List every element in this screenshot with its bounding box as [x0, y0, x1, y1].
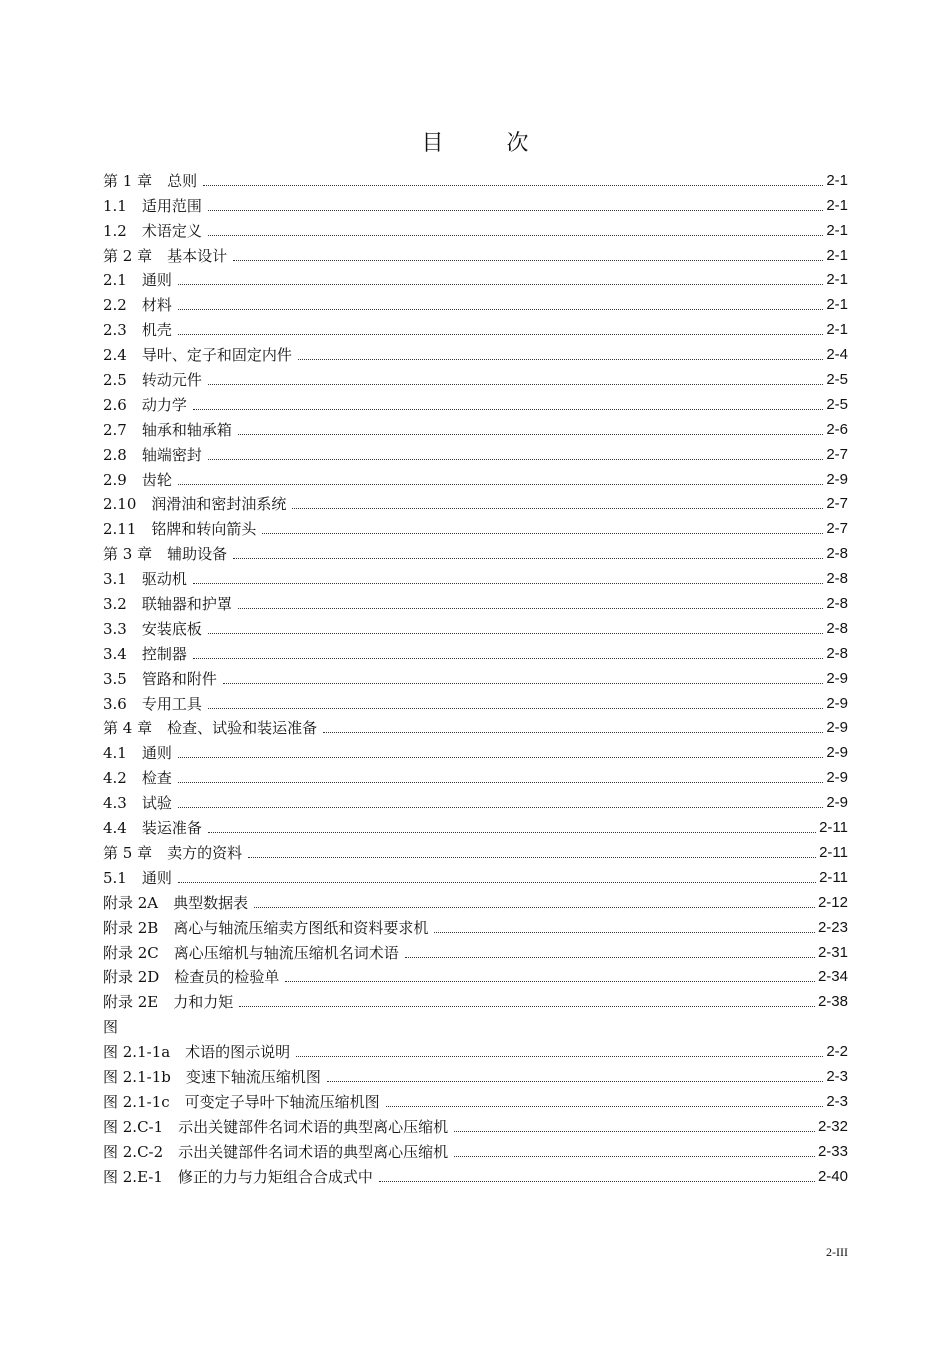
toc-entry-label: 2.8 轴端密封 [103, 445, 202, 464]
toc-entry-label: 图 2.C-1 示出关键部件名词术语的典型离心压缩机 [103, 1117, 449, 1136]
dot-leader [233, 259, 823, 261]
toc-entry-page: 2-40 [817, 1167, 848, 1185]
toc-entry-page: 2-9 [826, 769, 848, 787]
toc-entry-page: 2-5 [826, 395, 848, 413]
dot-leader [434, 931, 815, 933]
toc-entry-page: 2-1 [826, 321, 848, 339]
dot-leader [262, 532, 823, 534]
toc-entry[interactable] [103, 191, 848, 216]
toc-entry-label: 图 2.1-1c 可变定子导叶下轴流压缩机图 [103, 1092, 380, 1111]
toc-entry-page: 2-9 [826, 794, 848, 812]
toc-entry[interactable] [103, 564, 848, 589]
toc-entry-page: 2-8 [826, 644, 848, 662]
dot-leader [208, 831, 816, 833]
toc-entry-page: 2-8 [826, 595, 848, 613]
toc-entry-label: 附录 2A 典型数据表 [103, 893, 249, 912]
page-number-footer: 2-III [826, 1245, 848, 1259]
toc-entry-page: 2-9 [826, 669, 848, 687]
toc-entry-page: 2-3 [826, 1092, 848, 1110]
toc-entry-label: 2.10 润滑油和密封油系统 [103, 495, 287, 514]
toc-entry[interactable] [103, 216, 848, 241]
dot-leader [193, 582, 823, 584]
toc-entry[interactable] [103, 1037, 848, 1062]
toc-entry-page: 2-8 [826, 545, 848, 563]
dot-leader [386, 1105, 824, 1107]
dot-leader [208, 632, 823, 634]
toc-entry-label: 3.5 管路和附件 [103, 669, 217, 688]
toc-entry-label: 第 4 章 检查、试验和装运准备 [103, 719, 318, 738]
dot-leader [208, 209, 823, 211]
dot-leader [233, 557, 823, 559]
toc-entry-page: 2-33 [817, 1142, 848, 1160]
toc-entry-label: 5.1 通则 [103, 868, 172, 887]
toc-entry[interactable] [103, 1112, 848, 1137]
toc-entry-page: 2-11 [819, 843, 848, 861]
toc-entry[interactable] [103, 963, 848, 988]
toc-entry-page: 2-12 [817, 893, 848, 911]
dot-leader [239, 1005, 815, 1007]
dot-leader [178, 283, 823, 285]
toc-entry-label: 3.4 控制器 [103, 644, 187, 663]
toc-entry-page: 2-7 [826, 445, 848, 463]
toc-entry[interactable] [103, 440, 848, 465]
toc-entry-label: 2.6 动力学 [103, 395, 187, 414]
toc-entry-page: 2-1 [826, 196, 848, 214]
dot-leader [193, 657, 823, 659]
toc-entry-page: 2-1 [826, 171, 848, 189]
toc-entry[interactable] [103, 863, 848, 888]
toc-entry-page: 2-11 [819, 819, 848, 837]
dot-leader [193, 408, 823, 410]
toc-entry-label: 4.1 通则 [103, 744, 172, 763]
dot-leader [208, 458, 823, 460]
toc-entry-label: 图 [103, 1018, 119, 1037]
toc-entry-page: 2-9 [826, 719, 848, 737]
dot-leader [208, 707, 823, 709]
dot-leader [298, 358, 823, 360]
toc-entry[interactable] [103, 266, 848, 291]
dot-leader [178, 756, 823, 758]
dot-leader [296, 1055, 823, 1057]
dot-leader [208, 383, 823, 385]
toc-entry[interactable] [103, 1062, 848, 1087]
dot-leader [223, 682, 823, 684]
toc-entry-page: 2-2 [826, 1043, 848, 1061]
dot-leader [323, 731, 823, 733]
toc-entry-label: 附录 2C 离心压缩机与轴流压缩机名词术语 [103, 943, 399, 962]
toc-entry-label: 第 2 章 基本设计 [103, 246, 228, 265]
toc-entry-page: 2-9 [826, 470, 848, 488]
toc-entry-page: 2-7 [826, 520, 848, 538]
toc-entry-label: 2.2 材料 [103, 296, 172, 315]
toc-entry[interactable] [103, 1012, 848, 1037]
toc-entry[interactable] [103, 514, 848, 539]
toc-entry-label: 1.2 术语定义 [103, 221, 202, 240]
page-title: 目 次 [421, 131, 557, 156]
toc-entry-page: 2-8 [826, 570, 848, 588]
dot-leader [208, 234, 823, 236]
toc-entry-label: 附录 2D 检查员的检验单 [103, 968, 280, 987]
toc-entry-label: 4.4 装运准备 [103, 819, 202, 838]
toc-entry[interactable] [103, 589, 848, 614]
toc-entry[interactable] [103, 1162, 848, 1187]
toc-entry-label: 2.7 轴承和轴承箱 [103, 420, 232, 439]
toc-entry[interactable] [103, 290, 848, 315]
toc-entry[interactable] [103, 340, 848, 365]
dot-leader [178, 483, 823, 485]
toc-entry-page: 2-1 [826, 271, 848, 289]
dot-leader [285, 980, 815, 982]
dot-leader [405, 956, 815, 958]
toc-entry[interactable] [103, 788, 848, 813]
toc-entry[interactable] [103, 813, 848, 838]
toc-entry-label: 1.1 适用范围 [103, 196, 202, 215]
toc-entry-page: 2-5 [826, 371, 848, 389]
toc-entry-page: 2-3 [826, 1067, 848, 1085]
toc-entry-label: 2.5 转动元件 [103, 371, 202, 390]
toc-entry-label: 第 5 章 卖方的资料 [103, 843, 243, 862]
dot-leader [178, 333, 823, 335]
toc-entry[interactable] [103, 714, 848, 739]
toc-entry-label: 图 2.1-1b 变速下轴流压缩机图 [103, 1067, 321, 1086]
toc-entry-page: 2-8 [826, 619, 848, 637]
toc-entry[interactable] [103, 1137, 848, 1162]
toc-entry-label: 3.2 联轴器和护罩 [103, 595, 232, 614]
dot-leader [454, 1130, 815, 1132]
toc-entry[interactable] [103, 938, 848, 963]
dot-leader [203, 184, 823, 186]
toc-entry-page: 2-1 [826, 221, 848, 239]
toc-entry-page: 2-9 [826, 694, 848, 712]
toc-entry-label: 附录 2B 离心与轴流压缩卖方图纸和资料要求机 [103, 918, 429, 937]
dot-leader [238, 433, 823, 435]
toc-entry[interactable] [103, 614, 848, 639]
toc-entry-label: 4.2 检查 [103, 769, 172, 788]
toc-entry[interactable] [103, 365, 848, 390]
toc-entry[interactable] [103, 639, 848, 664]
toc-entry-page: 2-9 [826, 744, 848, 762]
dot-leader [292, 507, 823, 509]
toc-entry[interactable] [103, 415, 848, 440]
toc-entry-page: 2-4 [826, 346, 848, 364]
dot-leader [454, 1155, 815, 1157]
toc-entry-label: 2.11 铭牌和转向箭头 [103, 520, 257, 539]
toc-entry[interactable] [103, 315, 848, 340]
toc-entry-label: 图 2.1-1a 术语的图示说明 [103, 1043, 291, 1062]
toc-entry-label: 图 2.C-2 示出关键部件名词术语的典型离心压缩机 [103, 1142, 449, 1161]
toc-entry-label: 4.3 试验 [103, 794, 172, 813]
toc-entry[interactable] [103, 490, 848, 515]
toc-entry-label: 附录 2E 力和力矩 [103, 993, 234, 1012]
toc-entry[interactable] [103, 465, 848, 490]
table-of-contents [103, 166, 848, 1187]
toc-entry-label: 3.6 专用工具 [103, 694, 202, 713]
dot-leader [379, 1180, 815, 1182]
toc-entry[interactable] [103, 539, 848, 564]
toc-entry-page: 2-1 [826, 246, 848, 264]
toc-entry-label: 2.3 机壳 [103, 321, 172, 340]
toc-entry-label: 2.4 导叶、定子和固定内件 [103, 346, 292, 365]
dot-leader [254, 906, 815, 908]
toc-entry-page: 2-32 [817, 1117, 848, 1135]
toc-entry-page: 2-1 [826, 296, 848, 314]
toc-entry-label: 2.1 通则 [103, 271, 172, 290]
toc-entry-label: 3.3 安装底板 [103, 619, 202, 638]
toc-entry-page: 2-11 [819, 868, 848, 886]
toc-entry[interactable] [103, 888, 848, 913]
toc-entry-label: 2.9 齿轮 [103, 470, 172, 489]
dot-leader [178, 806, 823, 808]
toc-entry-page: 2-23 [817, 918, 848, 936]
toc-entry[interactable] [103, 763, 848, 788]
toc-entry[interactable] [103, 689, 848, 714]
toc-entry[interactable] [103, 664, 848, 689]
dot-leader [327, 1080, 823, 1082]
toc-entry[interactable] [103, 987, 848, 1012]
toc-entry-page: 2-34 [817, 968, 848, 986]
dot-leader [178, 308, 823, 310]
toc-entry-label: 第 3 章 辅助设备 [103, 545, 228, 564]
toc-entry-page: 2-31 [817, 943, 848, 961]
toc-entry-page: 2-38 [817, 993, 848, 1011]
toc-entry[interactable] [103, 390, 848, 415]
dot-leader [178, 781, 823, 783]
toc-entry[interactable] [103, 838, 848, 863]
dot-leader [248, 856, 816, 858]
toc-entry-page: 2-7 [826, 495, 848, 513]
toc-entry[interactable] [103, 738, 848, 763]
toc-entry-label: 3.1 驱动机 [103, 570, 187, 589]
toc-entry-label: 图 2.E-1 修正的力与力矩组合合成式中 [103, 1167, 373, 1186]
dot-leader [178, 881, 816, 883]
toc-entry[interactable] [103, 913, 848, 938]
toc-entry[interactable] [103, 1087, 848, 1112]
toc-entry-label: 第 1 章 总则 [103, 171, 198, 190]
toc-entry-page: 2-6 [826, 420, 848, 438]
toc-entry[interactable] [103, 241, 848, 266]
toc-entry[interactable] [103, 166, 848, 191]
dot-leader [238, 607, 823, 609]
